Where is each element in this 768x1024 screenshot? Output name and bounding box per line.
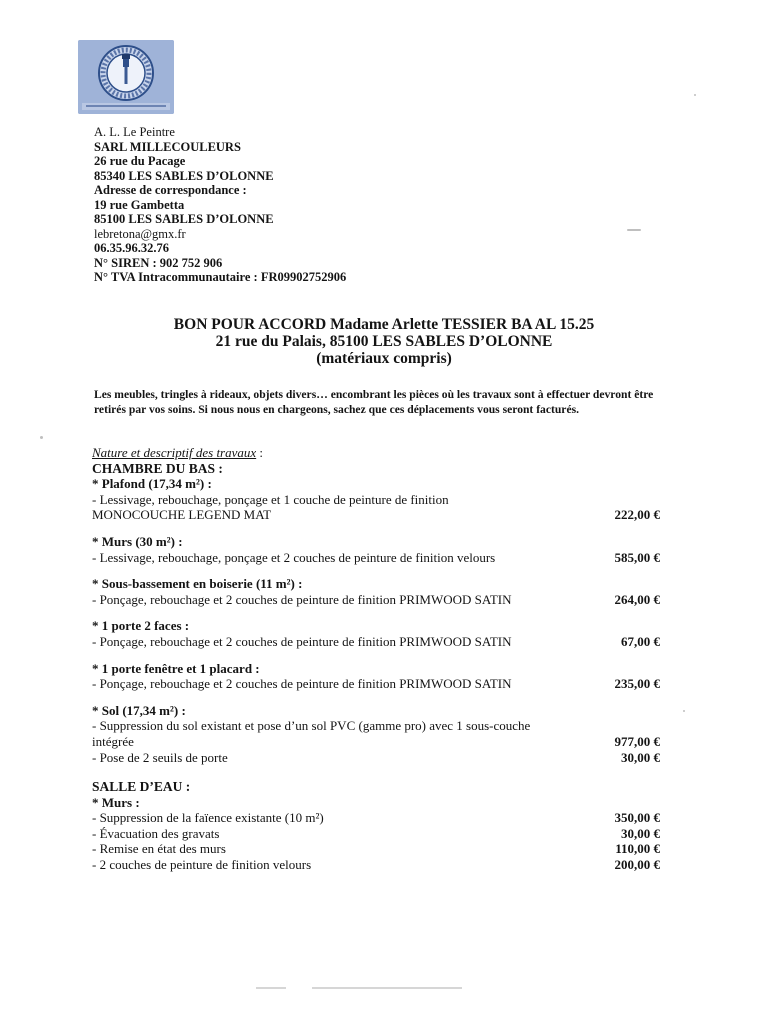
header-line-siren: N° SIREN : 902 752 906 xyxy=(94,255,223,270)
header-line-vat: N° TVA Intracommunautaire : FR09902752906 xyxy=(94,270,347,284)
work-line xyxy=(92,750,660,766)
works-intro-suffix: : xyxy=(256,445,264,460)
header-line-name: A. L. Le Peintre xyxy=(94,125,175,139)
paintbrush-logo-icon xyxy=(78,40,174,114)
header-line-email: lebretona@gmx.fr xyxy=(94,226,186,241)
works-intro-line xyxy=(92,445,660,461)
company-logo xyxy=(78,40,174,114)
work-item xyxy=(92,576,660,607)
header-line-company: SARL MILLECOULEURS xyxy=(94,139,241,154)
header-line-city: 85340 LES SABLES D’OLONNE xyxy=(94,168,274,183)
header-line-correspondence-street: 19 rue Gambetta xyxy=(94,197,185,212)
work-line-price: 977,00 € xyxy=(614,733,660,749)
work-line-price: 30,00 € xyxy=(621,825,660,841)
scan-speck xyxy=(627,229,641,231)
work-line-text: MONOCOUCHE LEGEND MAT xyxy=(92,507,272,523)
work-line-text: - Suppression du sol existant et pose d’un sol PVC (gamme pro) avec 1 sous-couche xyxy=(92,718,531,734)
work-line-price: 222,00 € xyxy=(614,507,660,523)
title-line-1: BON POUR ACCORD Madame Arlette TESSIER BA AL 15.25 xyxy=(173,316,595,333)
work-line xyxy=(92,857,660,873)
work-line-text: intégrée xyxy=(92,733,134,749)
room-title-salle-deau: SALLE D’EAU : xyxy=(92,779,191,795)
work-item xyxy=(92,661,660,692)
title-line-2: 21 rue du Palais, 85100 LES SABLES D’OLONNE xyxy=(215,333,553,350)
work-line xyxy=(92,550,660,566)
work-line xyxy=(92,634,660,650)
work-line-price: 350,00 € xyxy=(614,810,660,826)
work-line xyxy=(92,592,660,608)
work-item-title: * Sous-bassement en boiserie (11 m²) : xyxy=(92,576,303,592)
work-line xyxy=(92,676,660,692)
work-line-price: 110,00 € xyxy=(615,841,660,857)
work-item xyxy=(92,618,660,649)
works-list xyxy=(92,445,660,873)
work-item xyxy=(92,534,660,565)
scan-line xyxy=(256,987,286,989)
scan-speck xyxy=(683,710,685,712)
work-item-title: * Murs : xyxy=(92,794,140,810)
work-item-title: * Murs (30 m²) : xyxy=(92,533,183,549)
works-intro: Nature et descriptif des travaux xyxy=(92,445,257,460)
work-line xyxy=(92,734,660,750)
work-line-text: - Lessivage, rebouchage, ponçage et 1 couche de peinture de finition xyxy=(92,491,449,507)
work-line-price: 200,00 € xyxy=(614,857,660,873)
work-item xyxy=(92,795,660,873)
work-item xyxy=(92,476,660,523)
title-line-3: (matériaux compris) xyxy=(316,350,452,367)
scan-speck xyxy=(694,94,696,96)
header-line-street: 26 rue du Pacage xyxy=(94,154,186,168)
work-item-title: * Plafond (17,34 m²) : xyxy=(92,476,212,492)
work-line-price: 264,00 € xyxy=(614,591,660,607)
work-line-text: - Ponçage, rebouchage et 2 couches de peinture de finition PRIMWOOD SATIN xyxy=(92,591,512,607)
header-line-correspondence-city: 85100 LES SABLES D’OLONNE xyxy=(94,212,274,226)
scan-line xyxy=(312,987,462,989)
work-line-text: - 2 couches de peinture de finition velours xyxy=(92,857,312,873)
scan-speck xyxy=(40,436,43,439)
work-line-price: 585,00 € xyxy=(614,549,660,565)
work-line-price: 235,00 € xyxy=(614,676,660,692)
work-line xyxy=(92,492,660,508)
header-line-phone: 06.35.96.32.76 xyxy=(94,241,169,255)
work-line-text: - Ponçage, rebouchage et 2 couches de peinture de finition PRIMWOOD SATIN xyxy=(92,633,512,649)
work-line-text: - Ponçage, rebouchage et 2 couches de peinture de finition PRIMWOOD SATIN xyxy=(92,676,512,692)
work-line xyxy=(92,826,660,842)
work-item-title: * Sol (17,34 m²) : xyxy=(92,702,186,718)
work-item xyxy=(92,703,660,765)
work-line-price: 67,00 € xyxy=(621,633,660,649)
work-line-price: 30,00 € xyxy=(621,749,660,765)
work-line xyxy=(92,841,660,857)
notice-paragraph: Les meubles, tringles à rideaux, objets divers… encombrant les pièces où les travaux sont à effectuer devront être retirés par vos soins. Si nous nous en chargeons, sachez que ces déplacements vous seront facturés. xyxy=(94,388,654,416)
work-line-text: - Évacuation des gravats xyxy=(92,825,220,841)
work-line-text: - Lessivage, rebouchage, ponçage et 2 couches de peinture de finition velours xyxy=(92,549,496,565)
work-line xyxy=(92,810,660,826)
room-title-chambre: CHAMBRE DU BAS : xyxy=(92,460,223,476)
company-header xyxy=(94,125,514,285)
work-line xyxy=(92,718,660,734)
work-line xyxy=(92,507,660,523)
document-title xyxy=(0,316,768,367)
header-line-correspondence-label: Adresse de correspondance : xyxy=(94,183,247,197)
work-line-text: - Pose de 2 seuils de porte xyxy=(92,749,228,765)
work-item-title: * 1 porte 2 faces : xyxy=(92,618,190,634)
work-line-text: - Suppression de la faïence existante (10 m²) xyxy=(92,810,324,826)
work-item-title: * 1 porte fenêtre et 1 placard : xyxy=(92,660,260,676)
work-line-text: - Remise en état des murs xyxy=(92,841,226,857)
